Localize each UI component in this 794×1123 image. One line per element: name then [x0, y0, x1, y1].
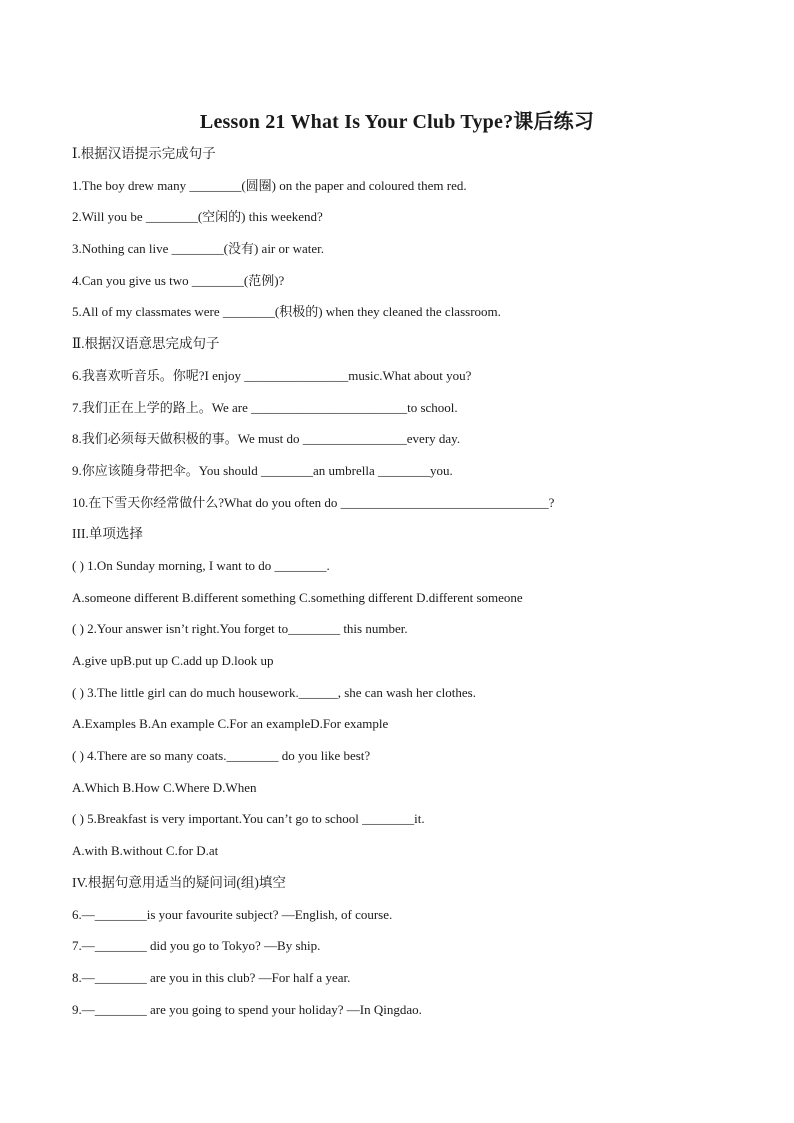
mc-question: ( ) 5.Breakfast is very important.You can’t go to school ________it. [72, 811, 425, 827]
question-line: 3.Nothing can live ________(没有) air or water. [72, 241, 324, 257]
mc-question: ( ) 4.There are so many coats.________ do you like best? [72, 748, 371, 764]
question-line: 7.我们正在上学的路上。We are ________________________to school. [72, 399, 458, 415]
mc-options: A.with B.without C.for D.at [72, 843, 219, 859]
mc-options: A.Examples B.An example C.For an exampleD.For example [72, 716, 389, 732]
worksheet-body [72, 143, 752, 1030]
section-1-heading: Ⅰ.根据汉语提示完成句子 [72, 146, 216, 161]
question-line: 6.—________is your favourite subject? —English, of course. [72, 906, 393, 922]
question-line: 2.Will you be ________(空闲的) this weekend? [72, 209, 323, 225]
question-line: 6.我喜欢听音乐。你呢?I enjoy ________________music.What about you? [72, 367, 472, 383]
question-line: 8.我们必须每天做积极的事。We must do ________________every day. [72, 431, 461, 447]
question-line: 8.—________ are you in this club? —For half a year. [72, 969, 351, 985]
mc-options: A.give upB.put up C.add up D.look up [72, 653, 274, 668]
question-line: 7.—________ did you go to Tokyo? —By ship. [72, 938, 321, 954]
mc-options: A.Which B.How C.Where D.When [72, 779, 257, 795]
question-line: 10.在下雪天你经常做什么?What do you often do ________________________________? [72, 494, 555, 510]
section-4-heading: IV.根据句意用适当的疑问词(组)填空 [72, 874, 286, 890]
question-line: 9.—________ are you going to spend your holiday? —In Qingdao. [72, 1001, 422, 1017]
section-2-heading: Ⅱ.根据汉语意思完成句子 [72, 336, 220, 352]
mc-question: ( ) 3.The little girl can do much housework.______, she can wash her clothes. [72, 684, 476, 700]
worksheet-title: Lesson 21 What Is Your Club Type?课后练习 [199, 111, 595, 133]
section-3-heading: III.单项选择 [72, 526, 143, 542]
mc-options: A.someone different B.different something C.something different D.different someone [72, 589, 523, 605]
question-line: 1.The boy drew many ________(圆圈) on the paper and coloured them red. [72, 177, 467, 193]
mc-question: ( ) 1.On Sunday morning, I want to do ________. [72, 557, 330, 573]
question-line: 5.All of my classmates were ________(积极的) when they cleaned the classroom. [72, 304, 501, 320]
question-line: 9.你应该随身带把伞。You should ________an umbrella ________you. [72, 462, 453, 478]
mc-question: ( ) 2.Your answer isn’t right.You forget to________ this number. [72, 621, 408, 637]
question-line: 4.Can you give us two ________(范例)? [72, 272, 285, 288]
